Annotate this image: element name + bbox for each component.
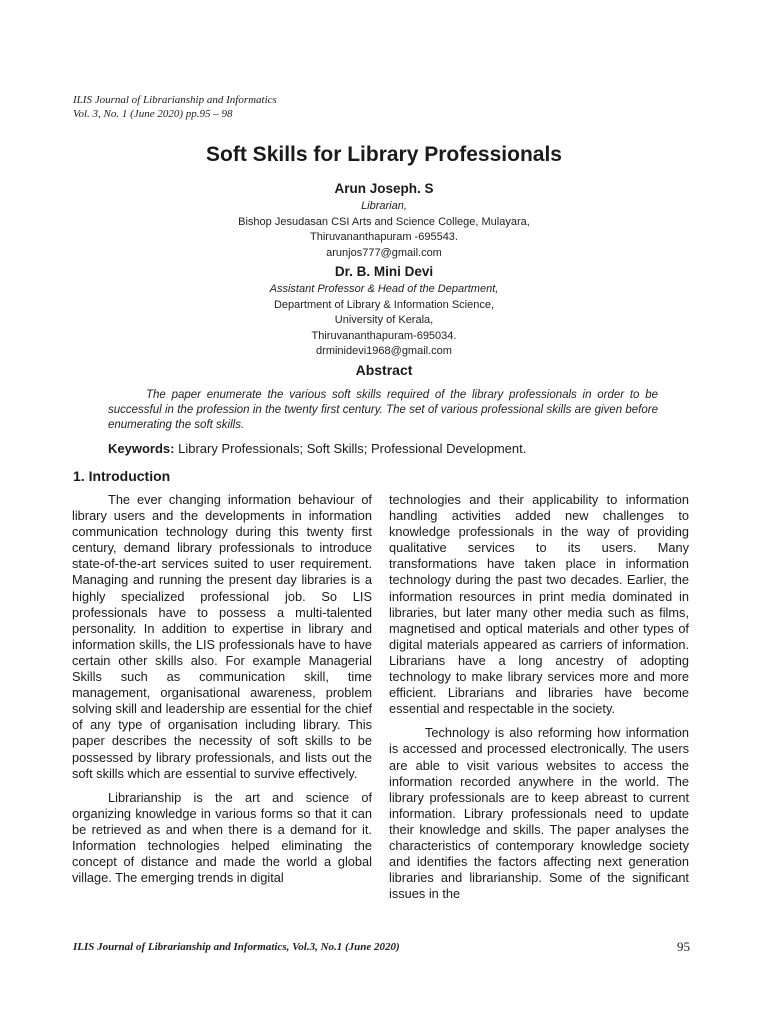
author-name: Arun Joseph. S: [334, 181, 434, 196]
paper-title: Soft Skills for Library Professionals: [206, 143, 562, 166]
author-affiliation: Bishop Jesudasan CSI Arts and Science College, Mulayara,: [238, 215, 530, 228]
keywords: [108, 440, 668, 457]
journal-header: [73, 93, 277, 121]
footer-journal: ILIS Journal of Librarianship and Informatics, Vol.3, No.1 (June 2020): [73, 941, 400, 953]
author-email: drminidevi1968@gmail.com: [316, 345, 452, 357]
author-role: Librarian,: [361, 200, 407, 212]
body-column-left: [72, 492, 372, 894]
author-affiliation: Thiruvananthapuram -695543.: [310, 231, 458, 243]
keywords-text: Library Professionals; Soft Skills; Professional Development.: [178, 441, 527, 456]
author-block: [0, 179, 768, 261]
author-name: Dr. B. Mini Devi: [334, 264, 434, 279]
page-number: 95: [677, 939, 690, 954]
author-affiliation: University of Kerala,: [334, 314, 434, 326]
paragraph: technologies and their applicability to information handling activities added new challenges to knowledge professionals in the way of providing qualitative services to its users. Many transformations have taken place in information technology during the past two decades. Earlier, the information resources in print media dominated in libraries, but later many other media such as films, magnetised and optical materials and other types of digital materials appeared as carriers of information. Librarians have a long ancestry of adopting technology to make library services more and more efficient. Librarians and libraries have become essential and respectable in the society.: [389, 492, 689, 717]
abstract-text: The paper enumerate the various soft skills required of the library professionals in order to be successful in the profession in the twenty first century. The set of various professional skills are given before enumerating the soft skills.: [108, 389, 658, 431]
author-email: arunjos777@gmail.com: [326, 246, 442, 259]
author-affiliation: Department of Library & Information Science,: [273, 298, 495, 311]
section-heading: 1. Introduction: [73, 468, 171, 484]
keywords-label: Keywords:: [108, 441, 175, 456]
paragraph: Technology is also reforming how information is accessed and processed electronically. The users are able to visit various websites to access the information recorded anywhere in the world. The library professionals are to keep abreast to current information. Library professionals need to update their knowledge and skills. The paper analyses the characteristics of contemporary knowledge society and identifies the factors affecting next generation libraries and librarianship. Some of the significant issues in the: [389, 725, 689, 902]
author-block: [0, 262, 768, 360]
paragraph: Librarianship is the art and science of organizing knowledge in various forms so that it can be retrieved as and when there is a demand for it. Information technologies helped eliminating the concept of distance and made the world a global village. The emerging trends in digital: [72, 789, 372, 886]
author-role: Assistant Professor & Head of the Department,: [269, 283, 499, 295]
abstract-heading: Abstract: [355, 362, 413, 378]
paragraph: The ever changing information behaviour of library users and the developments in information communication technology during this twenty first century, demand library professionals to introduce state-of-the-art services suited to user requirement. Managing and running the present day libraries is a highly specialized professional job. So LIS professionals have to possess a multi-talented personality. In addition to expertise in library and information skills, the LIS professionals have to have certain other skills also. For example Managerial Skills such as communication skill, time management, organisational awareness, problem solving skill and leadership are essential for the chief of any type of organisation including library. This paper describes the necessity of soft skills to be possessed by library professionals, and lists out the soft skills which are essential to survive effectively.: [72, 492, 372, 781]
author-affiliation: Thiruvananthapuram-695034.: [311, 329, 457, 342]
journal-volume: Vol. 3, No. 1 (June 2020) pp.95 – 98: [73, 108, 233, 120]
body-column-right: [389, 492, 689, 910]
journal-name: ILIS Journal of Librarianship and Informatics: [73, 94, 277, 106]
